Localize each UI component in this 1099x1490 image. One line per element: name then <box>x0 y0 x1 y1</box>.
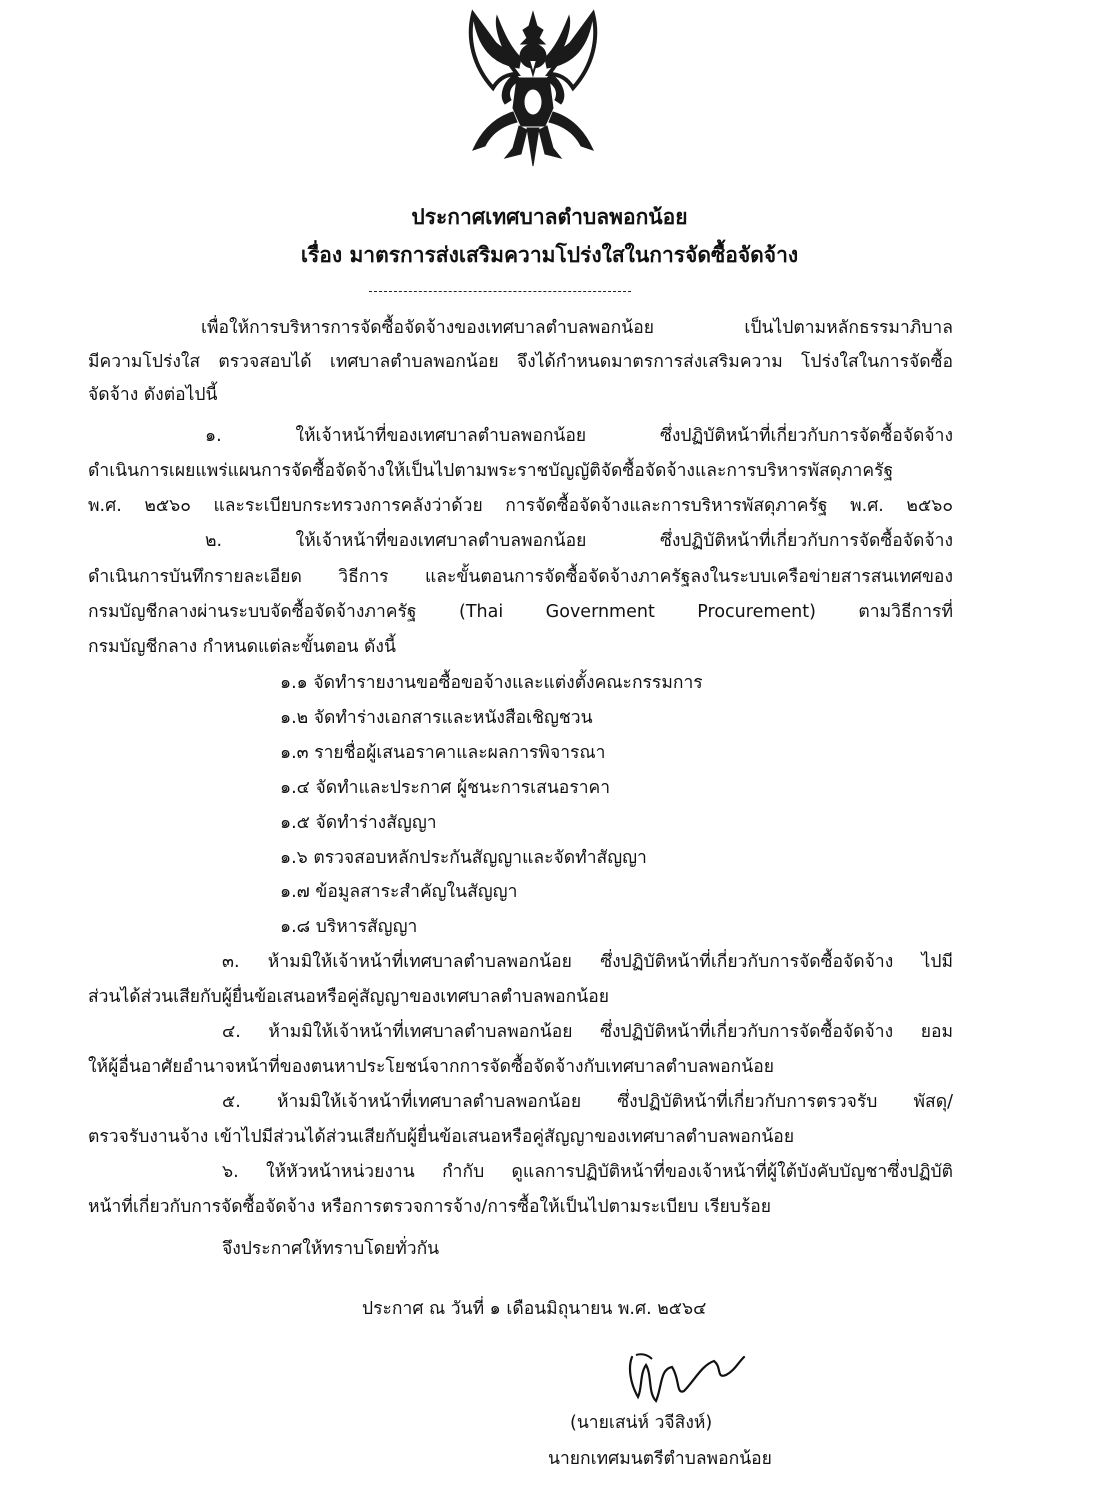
signer-name: (นายเสน่ห์ วจีสิงห์) <box>570 1413 713 1433</box>
signature-icon <box>618 1345 748 1415</box>
subitem: ๑.๗ ข้อมูลสาระสำคัญในสัญญา <box>280 882 518 902</box>
subitem: ๑.๓ รายชื่อผู้เสนอราคาและผลการพิจารณา <box>280 743 606 763</box>
item5-line: ตรวจรับงานจ้าง เข้าไปมีส่วนได้ส่วนเสียกับผู้ยื่นข้อเสนอหรือคู่สัญญาของเทศบาลตำบลพอกน้อย <box>88 1127 795 1147</box>
closing-text: จึงประกาศให้ทราบโดยทั่วกัน <box>222 1239 440 1259</box>
item1-line: ๑. ให้เจ้าหน้าที่ของเทศบาลตำบลพอกน้อย ซึ่งปฏิบัติหน้าที่เกี่ยวกับการจัดซื้อจัดจ้าง <box>205 426 953 446</box>
item3-line: ๓. ห้ามมิให้เจ้าหน้าที่เทศบาลตำบลพอกน้อย ซึ่งปฏิบัติหน้าที่เกี่ยวกับการจัดซื้อจัดจ้าง ไปมี <box>222 952 953 972</box>
item2-line: ๒. ให้เจ้าหน้าที่ของเทศบาลตำบลพอกน้อย ซึ่งปฏิบัติหน้าที่เกี่ยวกับการจัดซื้อจัดจ้าง <box>205 531 953 551</box>
announcement-date: ประกาศ ณ วันที่ ๑ เดือนมิถุนายน พ.ศ. ๒๕๖๔ <box>362 1299 707 1319</box>
signer-position: นายกเทศมนตรีตำบลพอกน้อย <box>548 1449 772 1469</box>
page-title: ประกาศเทศบาลตำบลพอกน้อย <box>411 205 688 229</box>
item5-line: ๕. ห้ามมิให้เจ้าหน้าที่เทศบาลตำบลพอกน้อย ซึ่งปฏิบัติหน้าที่เกี่ยวกับการตรวจรับ พัสดุ/ <box>222 1092 953 1112</box>
item4-line: ๔. ห้ามมิให้เจ้าหน้าที่เทศบาลตำบลพอกน้อย ซึ่งปฏิบัติหน้าที่เกี่ยวกับการจัดซื้อจัดจ้าง ยอม <box>222 1022 953 1042</box>
item3-line: ส่วนได้ส่วนเสียกับผู้ยื่นข้อเสนอหรือคู่สัญญาของเทศบาลตำบลพอกน้อย <box>88 987 609 1007</box>
subitem: ๑.๕ จัดทำร่างสัญญา <box>280 813 437 833</box>
subitem: ๑.๒ จัดทำร่างเอกสารและหนังสือเชิญชวน <box>280 708 593 728</box>
subitem: ๑.๑ จัดทำรายงานขอซื้อขอจ้างและแต่งตั้งคณะกรรมการ <box>280 673 703 693</box>
item2-line: กรมบัญชีกลางผ่านระบบจัดซื้อจัดจ้างภาครัฐ (Thai Government Procurement) ตามวิธีการที่ <box>88 602 953 622</box>
item4-line: ให้ผู้อื่นอาศัยอำนาจหน้าที่ของตนหาประโยชน์จากการจัดซื้อจัดจ้างกับเทศบาลตำบลพอกน้อย <box>88 1057 774 1077</box>
subitem: ๑.๖ ตรวจสอบหลักประกันสัญญาและจัดทำสัญญา <box>280 848 647 868</box>
intro-line: เพื่อให้การบริหารการจัดซื้อจัดจ้างของเทศบาลตำบลพอกน้อย เป็นไปตามหลักธรรมาภิบาล <box>201 318 953 338</box>
item2-line: ดำเนินการบันทึกรายละเอียด วิธีการ และขั้นตอนการจัดซื้อจัดจ้างภาครัฐลงในระบบเครือข่ายสารสนเทศของ <box>88 567 953 587</box>
item6-line: ๖. ให้หัวหน้าหน่วยงาน กำกับ ดูแลการปฏิบัติหน้าที่ของเจ้าหน้าที่ผู้ใต้บังคับบัญชาซึ่งปฏิบัติ <box>222 1162 953 1182</box>
item2-line: กรมบัญชีกลาง กำหนดแต่ละขั้นตอน ดังนี้ <box>88 637 396 657</box>
subitem: ๑.๘ บริหารสัญญา <box>280 917 418 937</box>
item1-line: ดำเนินการเผยแพร่แผนการจัดซื้อจัดจ้างให้เป็นไปตามพระราชบัญญัติจัดซื้อจัดจ้างและการบริหารพัสดุภาครัฐ <box>88 461 894 481</box>
page-subject: เรื่อง มาตรการส่งเสริมความโปร่งใสในการจัดซื้อจัดจ้าง <box>300 243 799 267</box>
title-divider <box>369 291 631 292</box>
item6-line: หน้าที่เกี่ยวกับการจัดซื้อจัดจ้าง หรือการตรวจการจ้าง/การซื้อให้เป็นไปตามระเบียบ เรียบร้อย <box>88 1197 772 1217</box>
item1-line: พ.ศ. ๒๕๖๐ และระเบียบกระทรวงการคลังว่าด้วย การจัดซื้อจัดจ้างและการบริหารพัสดุภาครัฐ พ.ศ. ๒๕๖๐ <box>88 496 953 516</box>
intro-line: มีความโปร่งใส ตรวจสอบได้ เทศบาลตำบลพอกน้อย จึงได้กำหนดมาตรการส่งเสริมความ โปร่งใสในการจัดซื้อ <box>88 352 953 372</box>
subitem: ๑.๔ จัดทำและประกาศ ผู้ชนะการเสนอราคา <box>280 778 611 798</box>
intro-line: จัดจ้าง ดังต่อไปนี้ <box>88 385 218 405</box>
garuda-emblem-icon <box>433 8 633 168</box>
